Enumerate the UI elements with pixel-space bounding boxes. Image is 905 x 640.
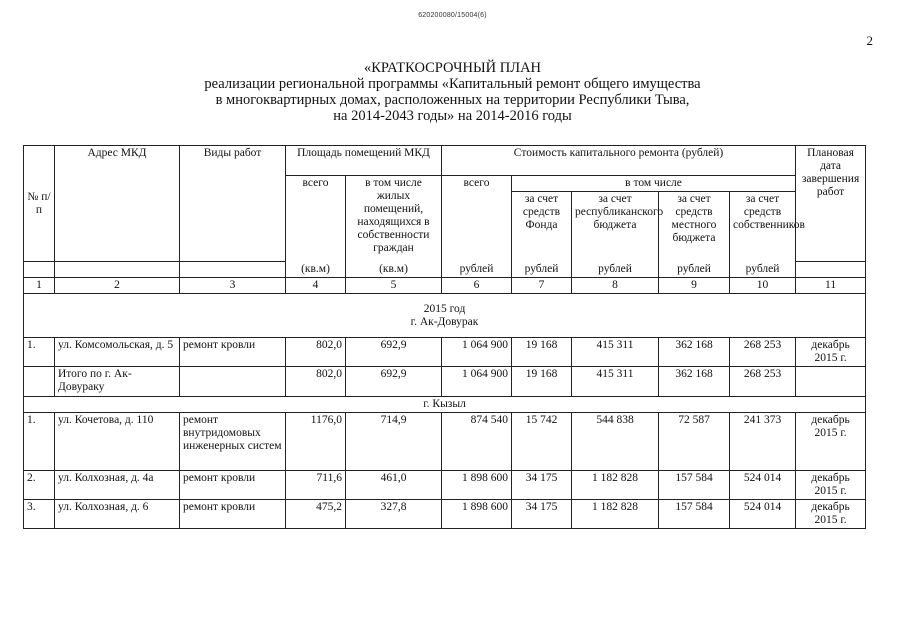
cell-area-residential: 692,9 (346, 338, 442, 367)
cell-date: декабрь 2015 г. (796, 413, 866, 471)
cell-owners: 524 014 (730, 500, 796, 529)
unit-sqm: (кв.м) (286, 262, 346, 278)
cell-address: ул. Кочетова, д. 110 (55, 413, 180, 471)
town-heading: г. Ак-Довурак (410, 315, 479, 328)
cell-date: декабрь 2015 г. (796, 500, 866, 529)
total-label: Итого по г. Ак-Довураку (55, 367, 180, 397)
section-year: 2015 год (423, 302, 466, 315)
town-heading: г. Кызыл (24, 397, 866, 413)
header-cost-total: всего (442, 176, 512, 262)
table-header (24, 146, 866, 294)
table-row (24, 413, 866, 471)
cell-republic: 544 838 (572, 413, 659, 471)
cell-local: 362 168 (659, 338, 730, 367)
cell-owners: 241 373 (730, 413, 796, 471)
col-number: 3 (180, 278, 286, 294)
header-area-residential: в том числе жилых помещений, находящихся в собственности граждан (346, 176, 442, 262)
total-republic: 415 311 (572, 367, 659, 397)
cell-num: 1. (24, 338, 55, 367)
col-number: 6 (442, 278, 512, 294)
cell-area: 475,2 (286, 500, 346, 529)
title-line-2: реализации региональной программы «Капитальный ремонт общего имущества (204, 76, 701, 92)
total-row (24, 367, 866, 397)
cell-total: 1 064 900 (442, 338, 512, 367)
cell-num: 2. (24, 471, 55, 500)
cell-work: ремонт кровли (180, 338, 286, 367)
plan-table (23, 145, 866, 529)
cell-num: 1. (24, 413, 55, 471)
header-local: за счет средств местного бюджета (659, 192, 730, 262)
total-area-residential: 692,9 (346, 367, 442, 397)
col-number: 8 (572, 278, 659, 294)
column-numbers-row (24, 278, 866, 294)
header-area-total: всего (286, 176, 346, 262)
cell-work: ремонт внутридомовых инженерных систем (180, 413, 286, 471)
cell-owners: 524 014 (730, 471, 796, 500)
cell-republic: 415 311 (572, 338, 659, 367)
total-local: 362 168 (659, 367, 730, 397)
cell-total: 1 898 600 (442, 471, 512, 500)
col-number: 10 (730, 278, 796, 294)
cell-work: ремонт кровли (180, 471, 286, 500)
document-id: 620200080/15004(6) (418, 12, 487, 19)
header-work-type: Виды работ (180, 146, 286, 262)
cell-total: 874 540 (442, 413, 512, 471)
unit-rub: рублей (730, 262, 796, 278)
col-number: 11 (796, 278, 866, 294)
col-number: 2 (55, 278, 180, 294)
cell-fund: 15 742 (512, 413, 572, 471)
header-area: Площадь помещений МКД (286, 146, 442, 176)
cell-date: декабрь 2015 г. (796, 471, 866, 500)
cell-area-residential: 461,0 (346, 471, 442, 500)
cell-area-residential: 327,8 (346, 500, 442, 529)
table-row (24, 500, 866, 529)
title-line-1: «КРАТКОСРОЧНЫЙ ПЛАН (363, 60, 542, 76)
cell-address: ул. Колхозная, д. 6 (55, 500, 180, 529)
section-heading (24, 294, 866, 338)
units-row (24, 262, 866, 278)
header-cost: Стоимость капитального ремонта (рублей) (442, 146, 796, 176)
col-number: 5 (346, 278, 442, 294)
town-row (24, 397, 866, 413)
header-including: в том числе (512, 176, 796, 192)
cell-area: 802,0 (286, 338, 346, 367)
col-number: 7 (512, 278, 572, 294)
col-number: 1 (24, 278, 55, 294)
page-number: 2 (866, 33, 873, 48)
document-title (0, 60, 905, 124)
cell-local: 157 584 (659, 500, 730, 529)
unit-rub: рублей (512, 262, 572, 278)
cell-address: ул. Колхозная, д. 4а (55, 471, 180, 500)
table-row (24, 471, 866, 500)
cell-area: 1176,0 (286, 413, 346, 471)
header-plan-date: Плановая дата завершения работ (796, 146, 866, 262)
cell-republic: 1 182 828 (572, 471, 659, 500)
cell-area: 711,6 (286, 471, 346, 500)
header-republic: за счет республиканского бюджета (572, 192, 659, 262)
total-area: 802,0 (286, 367, 346, 397)
table-body (24, 294, 866, 529)
unit-rub: рублей (442, 262, 512, 278)
cell-local: 72 587 (659, 413, 730, 471)
total-fund: 19 168 (512, 367, 572, 397)
cell-republic: 1 182 828 (572, 500, 659, 529)
title-line-4: на 2014-2043 годы» на 2014-2016 годы (333, 108, 572, 124)
header-address: Адрес МКД (55, 146, 180, 262)
title-line-3: в многоквартирных домах, расположенных на территории Республики Тыва, (215, 92, 690, 108)
cell-total: 1 898 600 (442, 500, 512, 529)
cell-address: ул. Комсомольская, д. 5 (55, 338, 180, 367)
unit-rub: рублей (659, 262, 730, 278)
header-owners: за счет средств собственников (730, 192, 796, 262)
section-row (24, 294, 866, 338)
total-sum: 1 064 900 (442, 367, 512, 397)
cell-num: 3. (24, 500, 55, 529)
cell-local: 157 584 (659, 471, 730, 500)
cell-fund: 34 175 (512, 500, 572, 529)
col-number: 4 (286, 278, 346, 294)
header-num: № п/п (24, 146, 55, 262)
cell-fund: 19 168 (512, 338, 572, 367)
total-owners: 268 253 (730, 367, 796, 397)
unit-sqm: (кв.м) (346, 262, 442, 278)
col-number: 9 (659, 278, 730, 294)
header-fund: за счет средств Фонда (512, 192, 572, 262)
cell-area-residential: 714,9 (346, 413, 442, 471)
cell-date: декабрь 2015 г. (796, 338, 866, 367)
table-row (24, 338, 866, 367)
unit-rub: рублей (572, 262, 659, 278)
cell-fund: 34 175 (512, 471, 572, 500)
cell-work: ремонт кровли (180, 500, 286, 529)
cell-owners: 268 253 (730, 338, 796, 367)
